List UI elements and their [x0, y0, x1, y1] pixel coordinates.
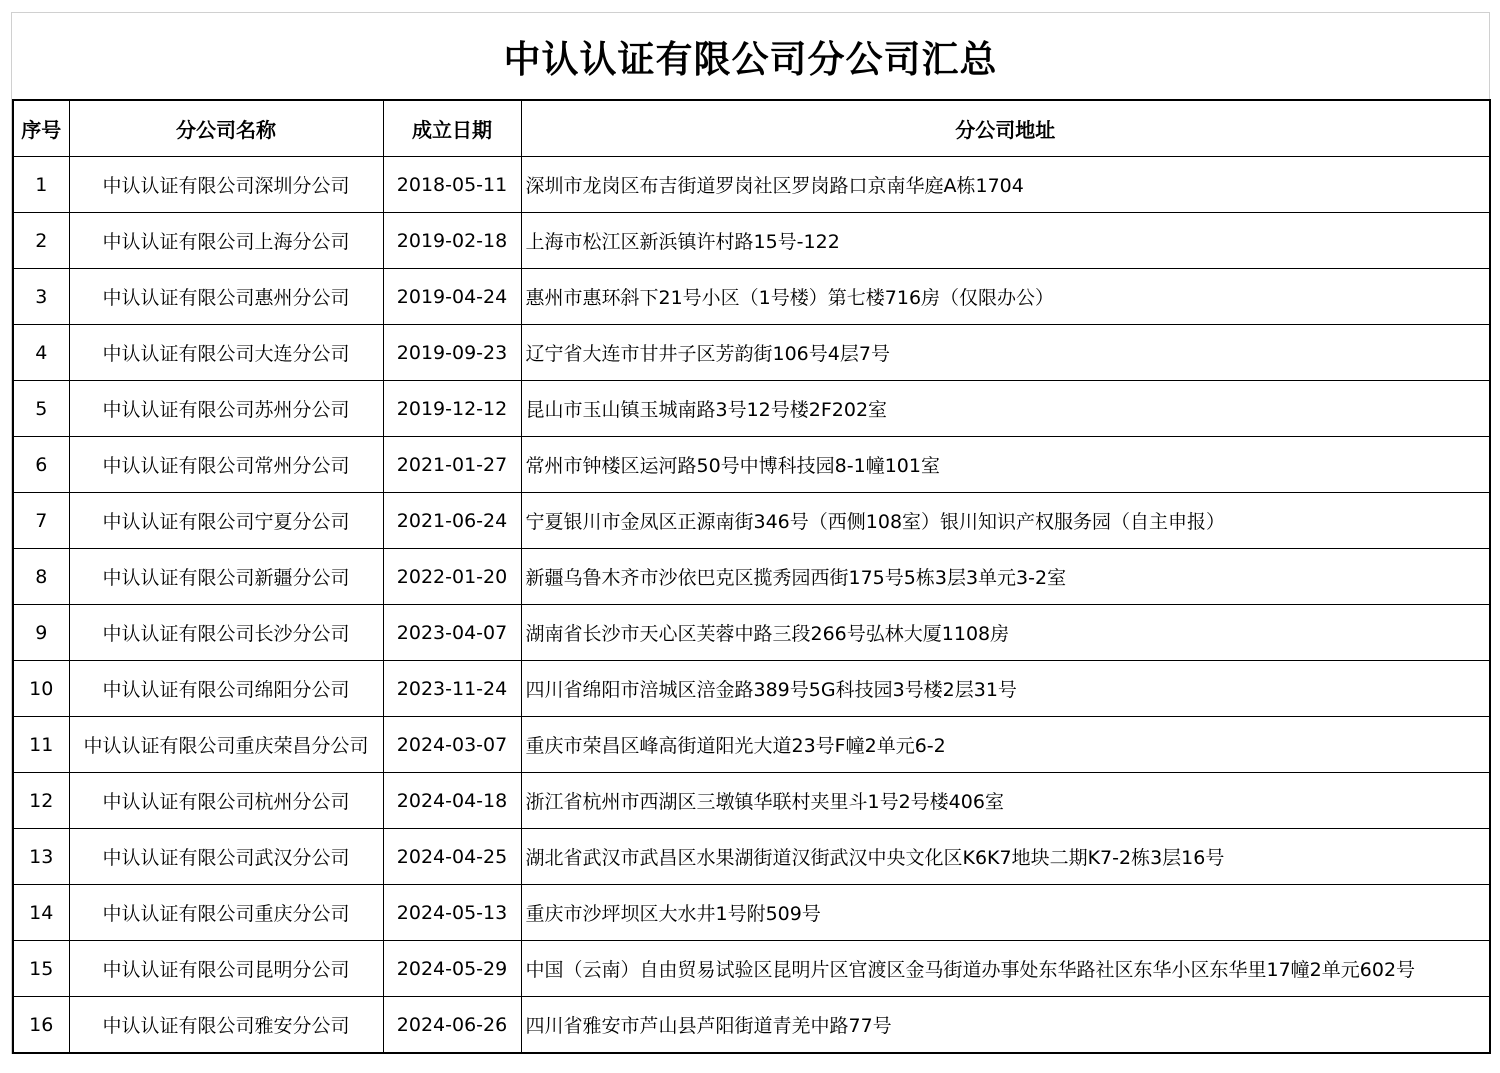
cell-address[interactable]: 重庆市沙坪坝区大水井1号附509号 — [521, 885, 1490, 941]
table-row — [13, 605, 1490, 661]
header-date[interactable]: 成立日期 — [383, 100, 521, 157]
header-name[interactable]: 分公司名称 — [69, 100, 383, 157]
cell-date[interactable]: 2021-06-24 — [383, 493, 521, 549]
cell-date[interactable]: 2022-01-20 — [383, 549, 521, 605]
cell-no[interactable]: 8 — [13, 549, 69, 605]
table-row — [13, 773, 1490, 829]
cell-name[interactable]: 中认认证有限公司长沙分公司 — [69, 605, 383, 661]
cell-date[interactable]: 2024-03-07 — [383, 717, 521, 773]
cell-no[interactable]: 10 — [13, 661, 69, 717]
cell-date[interactable]: 2019-02-18 — [383, 213, 521, 269]
cell-no[interactable]: 13 — [13, 829, 69, 885]
cell-name[interactable]: 中认认证有限公司新疆分公司 — [69, 549, 383, 605]
cell-name[interactable]: 中认认证有限公司深圳分公司 — [69, 157, 383, 213]
table-row — [13, 997, 1490, 1054]
header-row — [13, 100, 1490, 157]
cell-no[interactable]: 11 — [13, 717, 69, 773]
table-row — [13, 885, 1490, 941]
cell-address[interactable]: 深圳市龙岗区布吉街道罗岗社区罗岗路口京南华庭A栋1704 — [521, 157, 1490, 213]
cell-address[interactable]: 上海市松江区新浜镇许村路15号-122 — [521, 213, 1490, 269]
cell-no[interactable]: 5 — [13, 381, 69, 437]
table-row — [13, 829, 1490, 885]
cell-date[interactable]: 2024-04-25 — [383, 829, 521, 885]
cell-name[interactable]: 中认认证有限公司惠州分公司 — [69, 269, 383, 325]
cell-date[interactable]: 2024-05-13 — [383, 885, 521, 941]
cell-name[interactable]: 中认认证有限公司重庆荣昌分公司 — [69, 717, 383, 773]
cell-name[interactable]: 中认认证有限公司杭州分公司 — [69, 773, 383, 829]
cell-no[interactable]: 7 — [13, 493, 69, 549]
cell-date[interactable]: 2019-09-23 — [383, 325, 521, 381]
cell-address[interactable]: 宁夏银川市金凤区正源南街346号（西侧108室）银川知识产权服务园（自主申报） — [521, 493, 1490, 549]
cell-name[interactable]: 中认认证有限公司绵阳分公司 — [69, 661, 383, 717]
cell-address[interactable]: 新疆乌鲁木齐市沙依巴克区揽秀园西街175号5栋3层3单元3-2室 — [521, 549, 1490, 605]
header-no[interactable]: 序号 — [13, 100, 69, 157]
cell-no[interactable]: 4 — [13, 325, 69, 381]
table-row — [13, 941, 1490, 997]
cell-address[interactable]: 四川省绵阳市涪城区涪金路389号5G科技园3号楼2层31号 — [521, 661, 1490, 717]
table-row — [13, 269, 1490, 325]
table-row — [13, 157, 1490, 213]
cell-address[interactable]: 湖北省武汉市武昌区水果湖街道汉街武汉中央文化区K6K7地块二期K7-2栋3层16号 — [521, 829, 1490, 885]
cell-address[interactable]: 惠州市惠环斜下21号小区（1号楼）第七楼716房（仅限办公） — [521, 269, 1490, 325]
cell-no[interactable]: 14 — [13, 885, 69, 941]
page-title: 中认认证有限公司分公司汇总 — [503, 38, 998, 81]
cell-address[interactable]: 四川省雅安市芦山县芦阳街道青羌中路77号 — [521, 997, 1490, 1054]
cell-no[interactable]: 9 — [13, 605, 69, 661]
cell-date[interactable]: 2023-04-07 — [383, 605, 521, 661]
table-row — [13, 437, 1490, 493]
cell-date[interactable]: 2024-05-29 — [383, 941, 521, 997]
cell-date[interactable]: 2024-04-18 — [383, 773, 521, 829]
cell-name[interactable]: 中认认证有限公司重庆分公司 — [69, 885, 383, 941]
cell-no[interactable]: 15 — [13, 941, 69, 997]
cell-name[interactable]: 中认认证有限公司雅安分公司 — [69, 997, 383, 1054]
cell-name[interactable]: 中认认证有限公司武汉分公司 — [69, 829, 383, 885]
table-row — [13, 493, 1490, 549]
cell-address[interactable]: 重庆市荣昌区峰高街道阳光大道23号F幢2单元6-2 — [521, 717, 1490, 773]
cell-no[interactable]: 6 — [13, 437, 69, 493]
cell-date[interactable]: 2024-06-26 — [383, 997, 521, 1054]
cell-date[interactable]: 2019-12-12 — [383, 381, 521, 437]
header-address[interactable]: 分公司地址 — [521, 100, 1490, 157]
cell-no[interactable]: 3 — [13, 269, 69, 325]
cell-date[interactable]: 2021-01-27 — [383, 437, 521, 493]
table-row — [13, 381, 1490, 437]
cell-name[interactable]: 中认认证有限公司苏州分公司 — [69, 381, 383, 437]
cell-address[interactable]: 辽宁省大连市甘井子区芳韵街106号4层7号 — [521, 325, 1490, 381]
cell-name[interactable]: 中认认证有限公司昆明分公司 — [69, 941, 383, 997]
cell-address[interactable]: 常州市钟楼区运河路50号中博科技园8-1幢101室 — [521, 437, 1490, 493]
cell-address[interactable]: 浙江省杭州市西湖区三墩镇华联村夹里斗1号2号楼406室 — [521, 773, 1490, 829]
table-row — [13, 325, 1490, 381]
spreadsheet-sheet — [11, 12, 1490, 1054]
cell-address[interactable]: 中国（云南）自由贸易试验区昆明片区官渡区金马街道办事处东华路社区东华小区东华里17幢2单元602号 — [521, 941, 1490, 997]
cell-no[interactable]: 12 — [13, 773, 69, 829]
cell-date[interactable]: 2018-05-11 — [383, 157, 521, 213]
cell-date[interactable]: 2019-04-24 — [383, 269, 521, 325]
cell-date[interactable]: 2023-11-24 — [383, 661, 521, 717]
table-row — [13, 717, 1490, 773]
cell-no[interactable]: 16 — [13, 997, 69, 1054]
branch-table — [12, 99, 1491, 1054]
cell-address[interactable]: 昆山市玉山镇玉城南路3号12号楼2F202室 — [521, 381, 1490, 437]
cell-address[interactable]: 湖南省长沙市天心区芙蓉中路三段266号弘林大厦1108房 — [521, 605, 1490, 661]
cell-name[interactable]: 中认认证有限公司上海分公司 — [69, 213, 383, 269]
table-row — [13, 549, 1490, 605]
cell-name[interactable]: 中认认证有限公司常州分公司 — [69, 437, 383, 493]
cell-name[interactable]: 中认认证有限公司宁夏分公司 — [69, 493, 383, 549]
cell-no[interactable]: 2 — [13, 213, 69, 269]
table-row — [13, 661, 1490, 717]
table-row — [13, 213, 1490, 269]
cell-name[interactable]: 中认认证有限公司大连分公司 — [69, 325, 383, 381]
cell-no[interactable]: 1 — [13, 157, 69, 213]
